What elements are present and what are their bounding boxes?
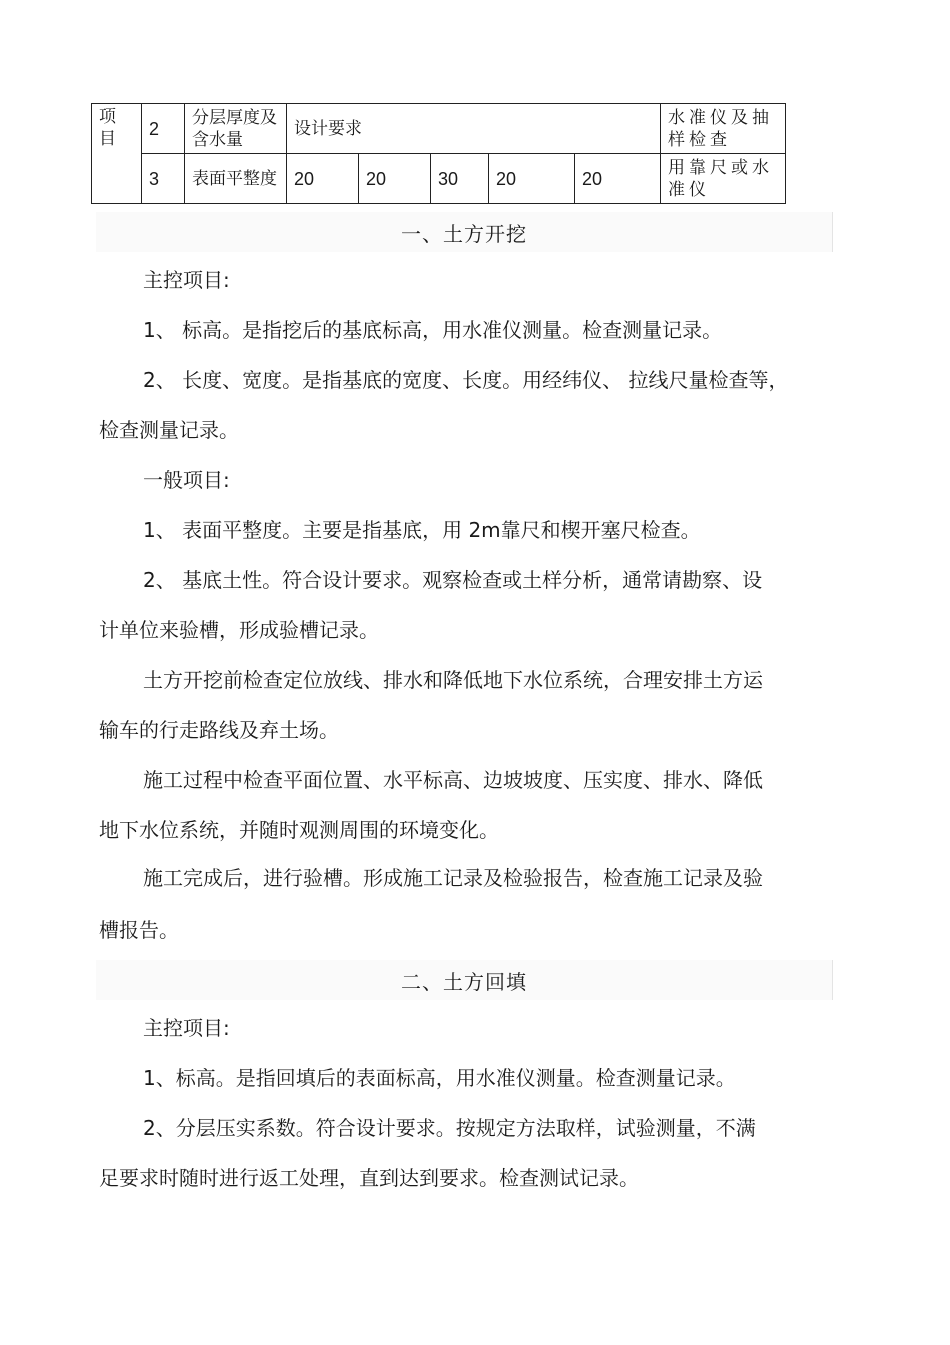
- table-cell-value: 20: [489, 154, 575, 204]
- table-cell-value: 20: [287, 154, 359, 204]
- table-row: [92, 154, 786, 204]
- main-control-label: 主控项目:: [143, 1016, 230, 1040]
- table-cell-method: 水准仪及抽样检查: [661, 104, 786, 154]
- table-cell-category: 项 目: [92, 104, 142, 204]
- table-cell-method: 用靠尺或水准仪: [661, 154, 786, 204]
- table-cell-item: 分层厚度及含水量: [185, 104, 287, 154]
- table-cell-item: 表面平整度: [185, 154, 287, 204]
- table-cell-value: 30: [431, 154, 489, 204]
- table-cell-value: 20: [575, 154, 661, 204]
- table-cell-requirement: 设计要求: [287, 104, 661, 154]
- paragraph-line: 施工完成后，进行验槽。形成施工记录及检验报告，检查施工记录及验: [143, 866, 763, 890]
- section-heading-backfill: [96, 960, 833, 1000]
- main-control-label: 主控项目:: [143, 268, 230, 292]
- paragraph-line: 足要求时随时进行返工处理，直到达到要求。检查测试记录。: [99, 1166, 639, 1190]
- paragraph-line: 槽报告。: [99, 918, 179, 942]
- paragraph-line: 2、 长度、宽度。是指基底的宽度、长度。用经纬仪、 拉线尺量检查等，: [143, 368, 789, 392]
- section-title: 一、土方开挖: [401, 222, 527, 246]
- paragraph-line: 检查测量记录。: [99, 418, 239, 442]
- paragraph-line: 施工过程中检查平面位置、水平标高、边坡坡度、压实度、排水、降低: [143, 768, 763, 792]
- paragraph-line: 2、 基底土性。符合设计要求。观察检查或土样分析，通常请勘察、设: [143, 568, 763, 592]
- table-row: [92, 104, 786, 154]
- table-cell-index: 3: [142, 154, 185, 204]
- section-title: 二、土方回填: [401, 970, 527, 994]
- paragraph-line: 输车的行走路线及弃土场。: [99, 718, 339, 742]
- table-cell-index: 2: [142, 104, 185, 154]
- paragraph-line: 1、 标高。是指挖后的基底标高，用水准仪测量。检查测量记录。: [143, 318, 723, 342]
- paragraph-line: 计单位来验槽，形成验槽记录。: [99, 618, 379, 642]
- paragraph-line: 1、 表面平整度。主要是指基底，用 2m靠尺和楔开塞尺检查。: [143, 518, 701, 542]
- inspection-table: [91, 103, 786, 204]
- section-heading-excavation: [96, 212, 833, 252]
- paragraph-line: 2、分层压实系数。符合设计要求。按规定方法取样，试验测量，不满: [143, 1116, 756, 1140]
- table-cell-value: 20: [359, 154, 431, 204]
- general-items-label: 一般项目:: [143, 468, 230, 492]
- paragraph-line: 土方开挖前检查定位放线、排水和降低地下水位系统，合理安排土方运: [143, 668, 763, 692]
- paragraph-line: 地下水位系统，并随时观测周围的环境变化。: [99, 818, 499, 842]
- paragraph-line: 1、标高。是指回填后的表面标高，用水准仪测量。检查测量记录。: [143, 1066, 736, 1090]
